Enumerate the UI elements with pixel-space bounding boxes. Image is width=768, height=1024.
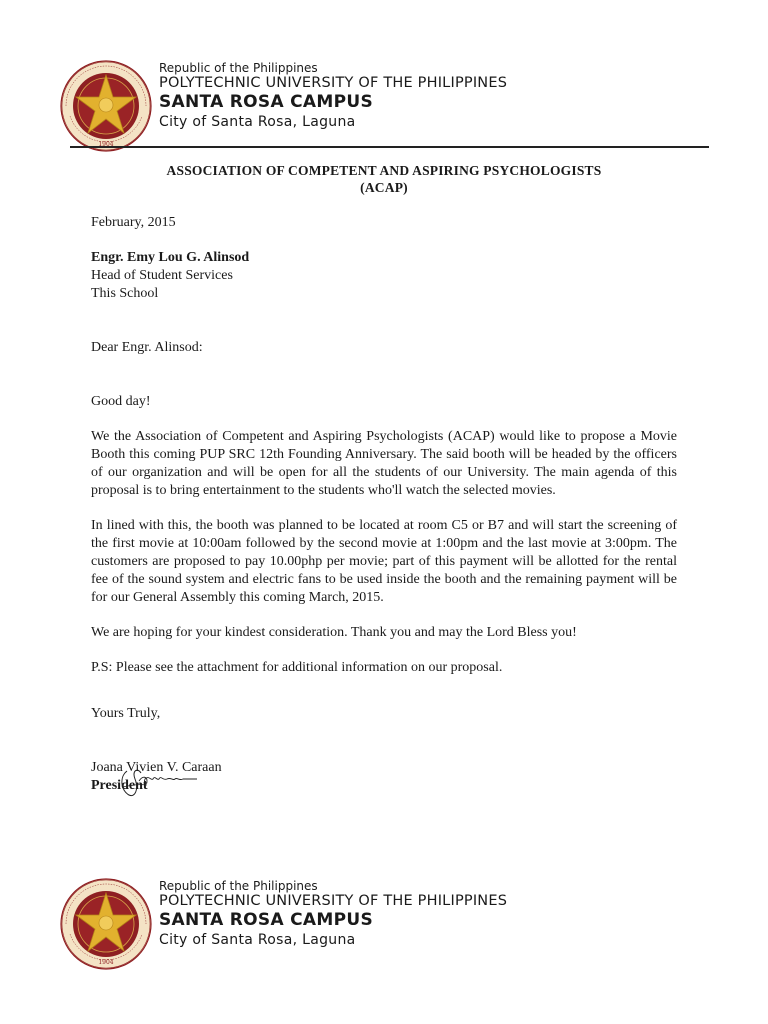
republic-label-bottom: Republic of the Philippines	[159, 879, 318, 893]
seal-year: 1904	[98, 141, 114, 148]
complimentary-close: Yours Truly,	[91, 706, 161, 721]
campus-name: SANTA ROSA CAMPUS	[159, 92, 373, 112]
university-name: POLYTECHNIC UNIVERSITY OF THE PHILIPPINES	[159, 75, 508, 91]
paragraph-closing: We are hoping for your kindest consideration. Thank you and may the Lord Bless you!	[91, 625, 577, 640]
letterhead-top	[60, 60, 660, 152]
seal-year-bottom: 1904	[98, 959, 114, 966]
campus-city: City of Santa Rosa, Laguna	[159, 114, 356, 130]
letterhead-text-bottom	[159, 878, 507, 950]
signatory-name: Joana Vivien V. Caraan	[91, 760, 222, 775]
university-name-bottom: POLYTECHNIC UNIVERSITY OF THE PHILIPPINES	[159, 893, 508, 909]
org-title: ASSOCIATION OF COMPETENT AND ASPIRING PSYCHOLOGISTS	[166, 163, 602, 178]
letter-body	[91, 162, 677, 795]
org-acronym: (ACAP)	[360, 180, 408, 195]
university-seal-icon-bottom	[60, 878, 152, 970]
campus-name-bottom: SANTA ROSA CAMPUS	[159, 910, 373, 930]
signatory-title: President	[91, 778, 148, 793]
letterhead-bottom	[60, 878, 660, 970]
recipient-title: Head of Student Services	[91, 268, 233, 283]
postscript: P.S: Please see the attachment for additional information on our proposal.	[91, 660, 503, 675]
recipient-name: Engr. Emy Lou G. Alinsod	[91, 250, 250, 265]
paragraph-details: In lined with this, the booth was planned to be located at room C5 or B7 and will start the screening of the first movie at 10:00am followed by the second movie at 1:00pm and the last movie at 3:00pm. The customers are proposed to pay 10.00php per movie; part of this payment will be allotted for the rental fee of the sound system and electric fans to be used inside the booth and the remaining payment will be for our General Assembly this coming March, 2015.	[91, 518, 677, 605]
paragraph-intro: We the Association of Competent and Aspiring Psychologists (ACAP) would like to propose a Movie Booth this coming PUP SRC 12th Founding Anniversary. The said booth will be headed by the officers of our organization and will be open for all the students of our University. The main agenda of this proposal is to bring entertainment to the students who'll watch the selected movies.	[91, 429, 677, 498]
campus-city-bottom: City of Santa Rosa, Laguna	[159, 932, 356, 948]
recipient-org: This School	[91, 286, 159, 301]
letter-date: February, 2015	[91, 215, 176, 230]
salutation: Dear Engr. Alinsod:	[91, 340, 203, 355]
handwritten-signature	[117, 765, 201, 799]
republic-label: Republic of the Philippines	[159, 61, 318, 75]
greeting: Good day!	[91, 394, 151, 409]
header-divider	[70, 146, 709, 148]
letterhead-text	[159, 60, 507, 132]
university-seal-icon	[60, 60, 152, 152]
